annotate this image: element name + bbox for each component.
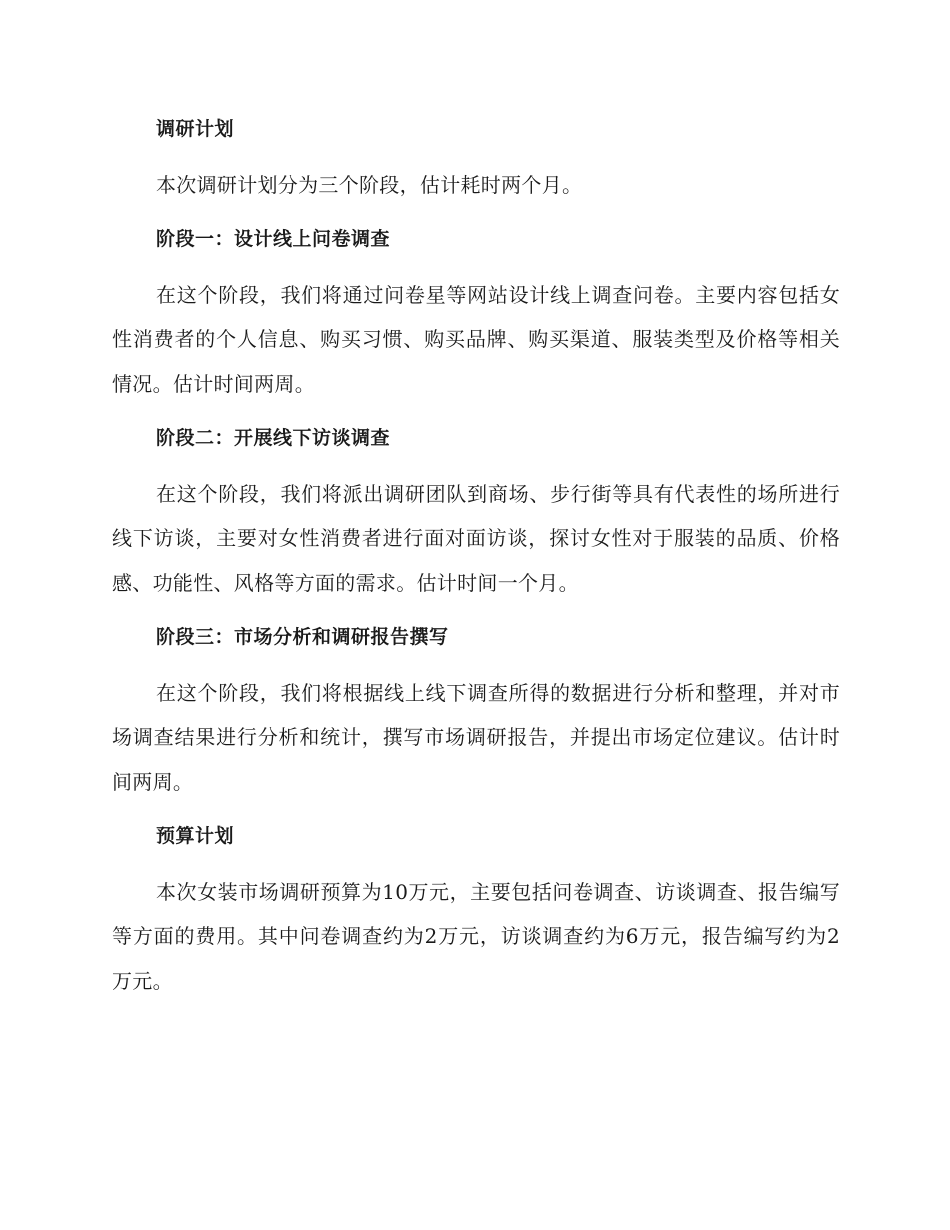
section-heading-stage-one: 阶段一：设计线上问卷调查 bbox=[156, 228, 391, 250]
section-paragraph-stage-three: 在这个阶段，我们将根据线上线下调查所得的数据进行分析和整理，并对市场调查结果进行分析和统计，撰写市场调研报告，并提出市场定位建议。估计时间两周。 bbox=[112, 680, 840, 794]
section-paragraph-stage-one: 在这个阶段，我们将通过问卷星等网站设计线上调查问卷。主要内容包括女性消费者的个人信息、购买习惯、购买品牌、购买渠道、服装类型及价格等相关情况。估计时间两周。 bbox=[112, 282, 840, 396]
section-paragraph-research-plan: 本次调研计划分为三个阶段，估计耗时两个月。 bbox=[156, 172, 583, 197]
section-paragraph-budget-plan: 本次女装市场调研预算为10万元，主要包括问卷调查、访谈调查、报告编写等方面的费用。其中问卷调查约为2万元，访谈调查约为6万元，报告编写约为2万元。 bbox=[112, 879, 840, 993]
section-heading-budget-plan: 预算计划 bbox=[156, 825, 235, 847]
section-heading-research-plan: 调研计划 bbox=[156, 118, 235, 140]
section-paragraph-stage-two: 在这个阶段，我们将派出调研团队到商场、步行街等具有代表性的场所进行线下访谈，主要对女性消费者进行面对面访谈，探讨女性对于服装的品质、价格感、功能性、风格等方面的需求。估计时间一个月。 bbox=[112, 481, 840, 595]
section-heading-stage-three: 阶段三：市场分析和调研报告撰写 bbox=[156, 626, 449, 648]
section-heading-stage-two: 阶段二：开展线下访谈调查 bbox=[156, 427, 391, 449]
document-body bbox=[112, 107, 840, 1013]
